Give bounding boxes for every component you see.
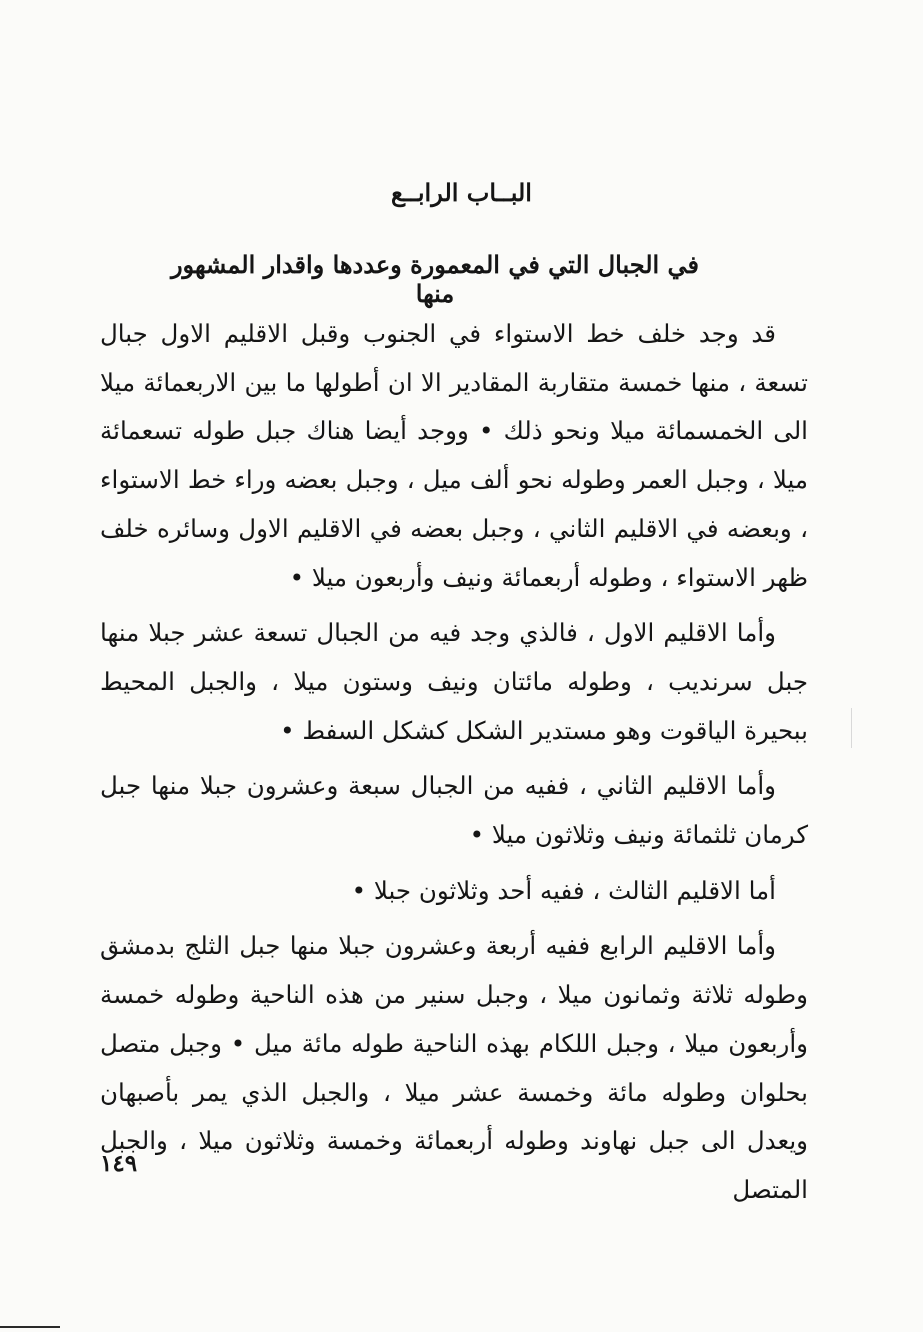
paragraph: أما الاقليم الثالث ، ففيه أحد وثلاثون جبلا • (351, 875, 776, 905)
paragraph: وأما الاقليم الاول ، فالذي وجد فيه من الجبال تسعة عشر جبلا منها جبل سرنديب ، وطوله مائتان ونيف وستون ميلا ، والجبل المحيط ببحيرة الياقوت وهو مستدير الشكل كشكل السفط • (100, 618, 808, 745)
footer-rule (0, 1326, 60, 1328)
body-text (100, 310, 808, 1215)
paragraph: وأما الاقليم الرابع ففيه أربعة وعشرون جبلا منها جبل الثلج بدمشق وطوله ثلاثة وثمانون ميلا ، وجبل سنير من هذه الناحية وطوله خمسة وأربعون ميلا ، وجبل اللكام بهذه الناحية طوله مائة ميل • وجبل متصل بحلوان وطوله مائة وخمسة عشر ميلا ، والجبل الذي يمر بأصبهان ويعدل الى جبل نهاوند وطوله أربعمائة وخمسة وثلاثون ميلا ، والجبل المتصل (100, 931, 808, 1204)
margin-mark (851, 708, 852, 748)
chapter-title: البــاب الرابــع (391, 178, 532, 207)
section-title: في الجبال التي في المعمورة وعددها واقدار المشهور منها (170, 250, 700, 308)
paragraph: قد وجد خلف خط الاستواء في الجنوب وقبل الاقليم الاول جبال تسعة ، منها خمسة متقاربة المقادير الا ان أطولها ما بين الاربعمائة ميلا الى الخمسمائة ميلا ونحو ذلك • ووجد أيضا هناك جبل طوله تسعمائة ميلا ، وجبل العمر وطوله نحو ألف ميل ، وجبل بعضه وراء خط الاستواء ، وبعضه في الاقليم الثاني ، وجبل بعضه في الاقليم الاول وسائره خلف ظهر الاستواء ، وطوله أربعمائة ونيف وأربعون ميلا • (100, 319, 808, 592)
page-number: ١٤٩ (100, 1150, 138, 1177)
paragraph: وأما الاقليم الثاني ، ففيه من الجبال سبعة وعشرون جبلا منها جبل كرمان ثلثمائة ونيف وثلاثون ميلا • (100, 771, 808, 850)
